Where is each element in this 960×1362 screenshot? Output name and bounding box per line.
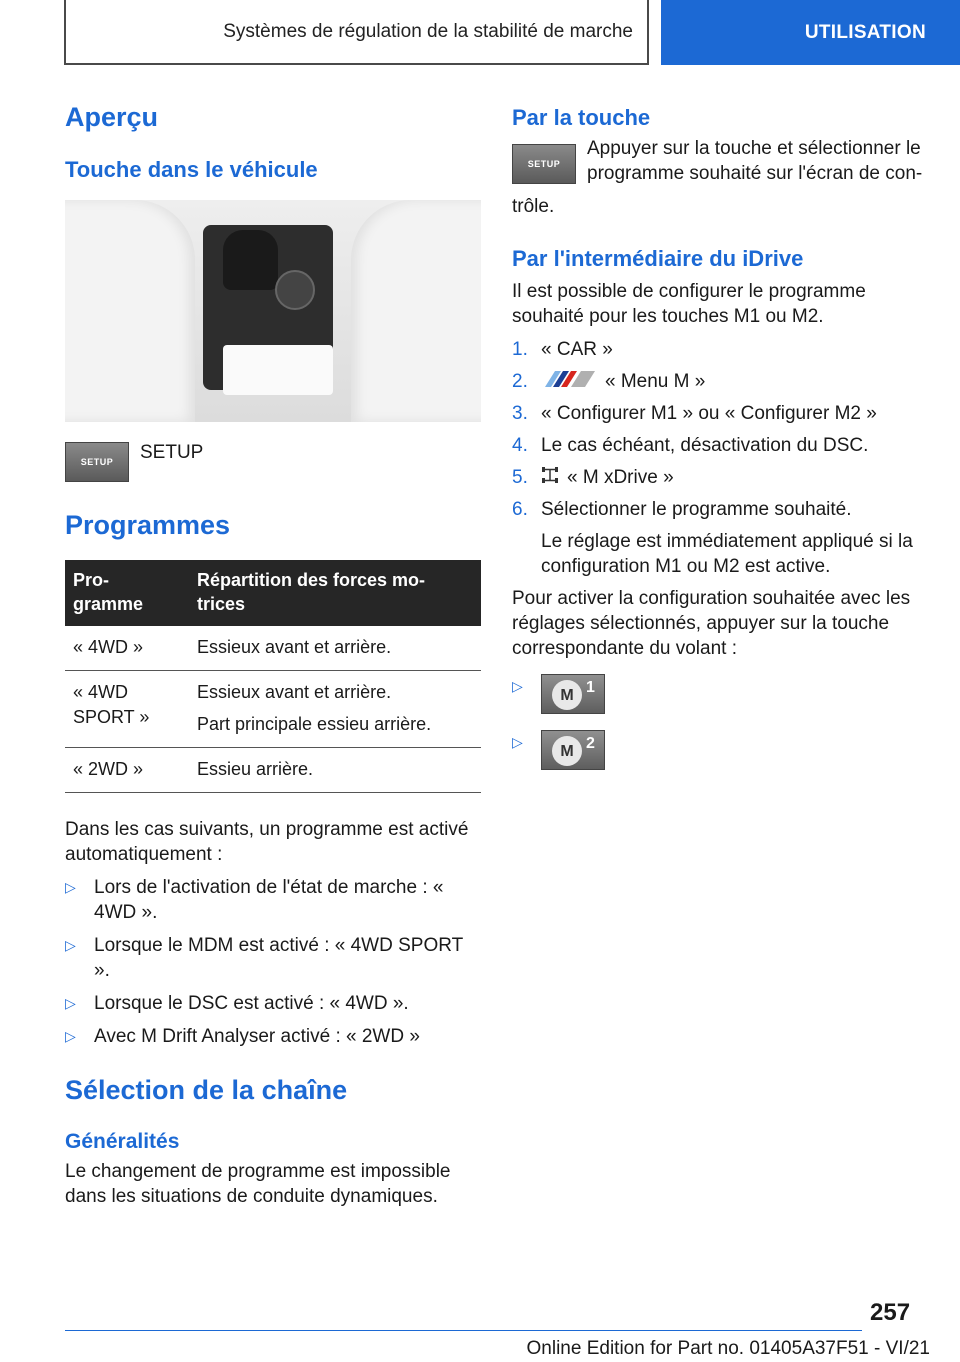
table-row	[65, 626, 481, 671]
touche-text-line: programme souhaité sur l'écran de con-	[587, 163, 923, 184]
setup-button-icon: SETUP	[512, 144, 576, 184]
table-cell-desc	[189, 671, 481, 748]
step6-note: Le réglage est immédiatement appliqué si la configuration M1 ou M2 est active.	[541, 531, 913, 577]
table-cell-desc-line: Part principale essieu arrière.	[197, 714, 432, 734]
triangle-bullet-icon: ▷	[65, 1028, 76, 1044]
activate-text: Pour activer la configuration souhaitée avec les réglages sélectionnés, appuyer sur la touche correspondante du volant :	[512, 588, 911, 659]
setup-label: SETUP	[140, 442, 204, 463]
setup-button-icon: SETUP	[65, 442, 129, 482]
table-header-repartition: Répartition des forces mo- trices	[189, 560, 481, 626]
heading-generalites: Généralités	[65, 1130, 180, 1153]
heading-idrive: Par l'intermédiaire du iDrive	[512, 246, 804, 271]
heading-selection-chaine: Sélection de la chaîne	[65, 1075, 348, 1105]
step-number: 2.	[512, 371, 528, 392]
triangle-bullet-icon: ▷	[65, 879, 76, 895]
list-item	[65, 875, 481, 925]
table-cell-desc: Essieu arrière.	[189, 748, 481, 793]
list-item-text: Lors de l'activation de l'état de marche : « 4WD ».	[94, 877, 444, 923]
m1-button-icon	[541, 674, 605, 714]
touche-text	[587, 136, 922, 186]
list-item	[512, 433, 932, 458]
table-cell-prog: « 2WD »	[65, 748, 189, 793]
footer-divider	[65, 1330, 862, 1331]
list-item	[512, 497, 932, 522]
programmes-table	[65, 560, 481, 793]
touche-text-line: Appuyer sur la touche et sélectionner le	[587, 138, 921, 159]
list-item-text: Avec M Drift Analyser activé : « 2WD »	[94, 1026, 420, 1047]
list-item	[65, 1024, 481, 1049]
right-column	[512, 100, 932, 770]
m-number: 2	[586, 735, 595, 752]
heading-apercu: Aperçu	[65, 102, 159, 132]
table-header-programme: Pro- gramme	[65, 560, 189, 626]
list-item	[512, 337, 932, 362]
list-item	[512, 369, 932, 394]
step-text: « Configurer M1 » ou « Configurer M2 »	[541, 403, 877, 424]
header-section-title	[64, 0, 649, 65]
step-text: Sélectionner le programme souhaité.	[541, 499, 852, 520]
section-title-text: Systèmes de régulation de la stabilité de marche	[223, 21, 633, 42]
triangle-bullet-icon: ▷	[512, 678, 523, 694]
footer-edition: Online Edition for Part no. 01405A37F51 - VI/21	[526, 1338, 930, 1359]
touche-text-line: trôle.	[512, 196, 555, 217]
triangle-bullet-icon: ▷	[512, 734, 523, 750]
m-letter: M	[552, 680, 582, 710]
list-item	[65, 991, 481, 1016]
m-letter: M	[552, 736, 582, 766]
step-number: 6.	[512, 499, 528, 520]
left-column	[65, 100, 481, 1209]
steps-list	[512, 337, 932, 579]
page-number: 257	[870, 1299, 911, 1326]
vehicle-console-photo	[65, 200, 481, 422]
heading-programmes: Programmes	[65, 510, 231, 540]
step-number: 5.	[512, 467, 528, 488]
list-item	[512, 730, 932, 770]
list-item	[512, 401, 932, 426]
step-text: « CAR »	[541, 339, 613, 360]
step-number: 4.	[512, 435, 528, 456]
step-text: « Menu M »	[605, 371, 706, 392]
table-cell-prog: « 4WD »	[65, 626, 189, 671]
m-stripes-icon	[541, 369, 597, 389]
table-row	[65, 748, 481, 793]
heading-par-la-touche: Par la touche	[512, 105, 651, 130]
xdrive-wheels-icon	[541, 465, 559, 485]
list-item	[512, 674, 932, 714]
table-row	[65, 671, 481, 748]
list-item-text: Lorsque le MDM est activé : « 4WD SPORT ».	[94, 935, 463, 981]
list-item-text: Lorsque le DSC est activé : « 4WD ».	[94, 993, 409, 1014]
table-cell-desc: Essieux avant et arrière.	[189, 626, 481, 671]
touche-row	[512, 138, 932, 186]
chapter-title-text: UTILISATION	[804, 22, 926, 43]
step-text: « M xDrive »	[567, 467, 674, 488]
step-number: 1.	[512, 339, 528, 360]
table-header-row	[65, 560, 481, 626]
triangle-bullet-icon: ▷	[65, 995, 76, 1011]
step-number: 3.	[512, 403, 528, 424]
m2-button-icon	[541, 730, 605, 770]
generalites-text: Le changement de programme est impossible dans les situations de conduite dynamiques.	[65, 1161, 451, 1207]
m-number: 1	[586, 679, 595, 696]
table-cell-prog: « 4WD SPORT »	[65, 671, 189, 748]
triangle-bullet-icon: ▷	[65, 937, 76, 953]
idrive-text: Il est possible de configurer le programme souhaité pour les touches M1 ou M2.	[512, 281, 866, 327]
step-text: Le cas échéant, désactivation du DSC.	[541, 435, 869, 456]
heading-touche-vehicule: Touche dans le véhicule	[65, 157, 318, 182]
header-chapter-tab[interactable]	[661, 0, 960, 65]
list-item	[65, 933, 481, 983]
setup-row	[65, 442, 481, 482]
table-cell-desc-line: Essieux avant et arrière.	[197, 682, 392, 702]
auto-intro: Dans les cas suivants, un programme est activé automatiquement :	[65, 819, 469, 865]
list-item	[512, 465, 932, 490]
